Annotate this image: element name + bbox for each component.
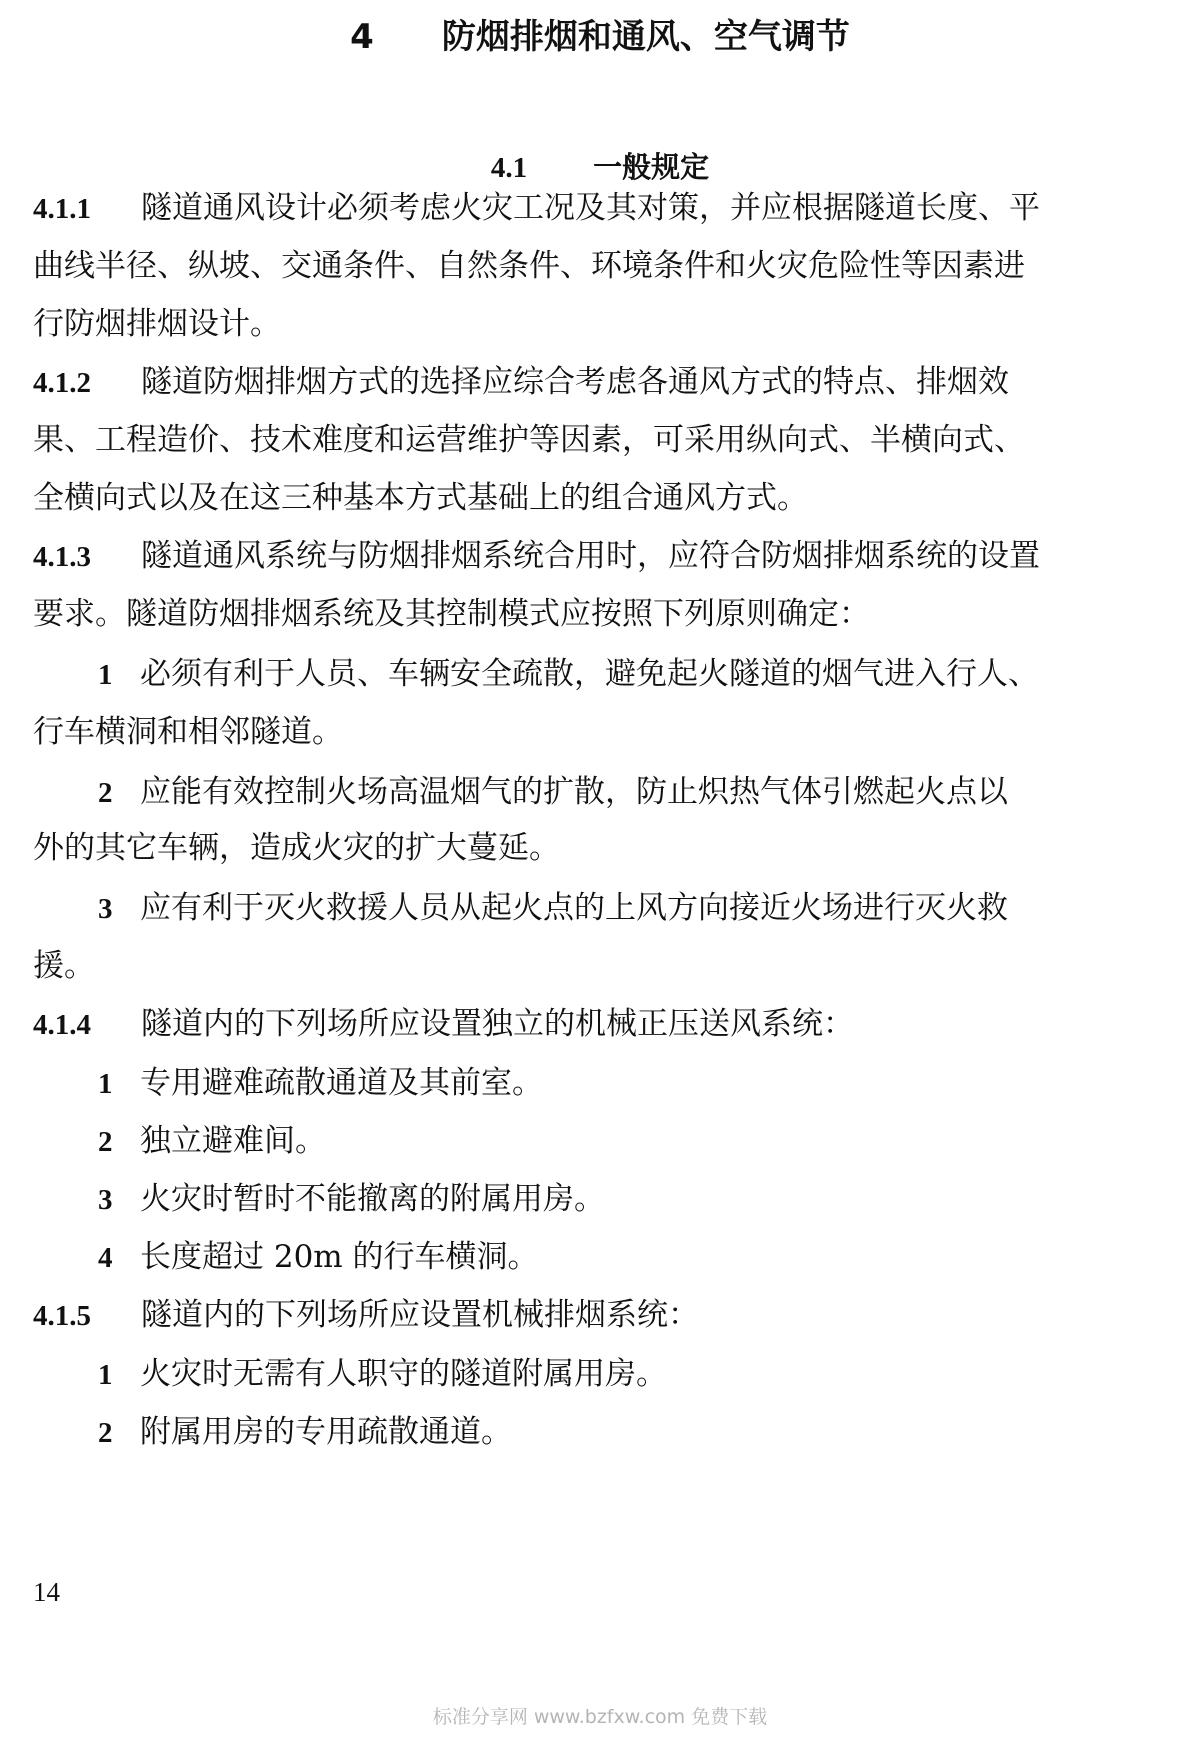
clause-text-line: 果、工程造价、技术难度和运营维护等因素，可采用纵向式、半横向式、 bbox=[33, 422, 1025, 458]
clause-text-line: 全横向式以及在这三种基本方式基础上的组合通风方式。 bbox=[33, 480, 808, 516]
section-number: 4.1 bbox=[490, 152, 528, 184]
list-item bbox=[98, 767, 1008, 818]
clause-number: 4.1.1 bbox=[33, 193, 91, 225]
chapter-title: 防烟排烟和通风、空气调节 bbox=[441, 17, 850, 57]
item-text: 火灾时无需有人职守的隧道附属用房。 bbox=[140, 1356, 667, 1392]
clause-text: 隧道内的下列场所应设置机械排烟系统： bbox=[141, 1297, 699, 1333]
clause-number: 4.1.4 bbox=[33, 1009, 91, 1041]
item-number: 4 bbox=[98, 1242, 113, 1274]
item-text: 独立避难间。 bbox=[140, 1123, 326, 1159]
watermark-text: 标准分享网 www.bzfxw.com 免费下载 bbox=[432, 1706, 768, 1728]
clause-4-1-5 bbox=[33, 1290, 699, 1341]
item-text: 长度超过 20m 的行车横洞。 bbox=[140, 1239, 539, 1275]
item-text: 应能有效控制火场高温烟气的扩散，防止炽热气体引燃起火点以 bbox=[140, 774, 1008, 810]
clause-4-1-3 bbox=[33, 531, 1040, 582]
clause-text: 隧道通风系统与防烟排烟系统合用时，应符合防烟排烟系统的设置 bbox=[141, 538, 1040, 574]
clause-text-line: 要求。隧道防烟排烟系统及其控制模式应按照下列原则确定： bbox=[33, 596, 870, 632]
item-number: 3 bbox=[98, 893, 113, 925]
clause-text: 隧道防烟排烟方式的选择应综合考虑各通风方式的特点、排烟效 bbox=[141, 364, 1009, 400]
list-item bbox=[98, 1058, 543, 1109]
item-text: 火灾时暂时不能撤离的附属用房。 bbox=[140, 1181, 605, 1217]
item-text: 附属用房的专用疏散通道。 bbox=[140, 1414, 512, 1450]
item-number: 1 bbox=[98, 1068, 113, 1100]
list-item bbox=[98, 1232, 539, 1283]
clause-number: 4.1.2 bbox=[33, 367, 91, 399]
clause-4-1-4 bbox=[33, 999, 854, 1050]
list-item bbox=[98, 1349, 667, 1400]
item-number: 2 bbox=[98, 1126, 113, 1158]
list-item bbox=[98, 1407, 512, 1458]
item-text: 应有利于灭火救援人员从起火点的上风方向接近火场进行灭火救 bbox=[140, 890, 1008, 926]
clause-4-1-1 bbox=[33, 183, 1040, 234]
item-number: 1 bbox=[98, 659, 113, 691]
clause-4-1-2 bbox=[33, 357, 1009, 408]
list-item bbox=[98, 883, 1008, 934]
item-number: 2 bbox=[98, 777, 113, 809]
clause-number: 4.1.3 bbox=[33, 541, 91, 573]
page-number: 14 bbox=[33, 1577, 60, 1607]
section-title: 一般规定 bbox=[593, 150, 710, 184]
item-number: 2 bbox=[98, 1417, 113, 1449]
clause-text-line: 曲线半径、纵坡、交通条件、自然条件、环境条件和火灾危险性等因素进 bbox=[33, 248, 1025, 284]
clause-text: 隧道通风设计必须考虑火灾工况及其对策，并应根据隧道长度、平 bbox=[141, 190, 1040, 226]
chapter-heading bbox=[0, 12, 1200, 62]
item-text: 专用避难疏散通道及其前室。 bbox=[140, 1065, 543, 1101]
list-item bbox=[98, 1116, 326, 1167]
list-item bbox=[98, 1174, 605, 1225]
item-text-line: 行车横洞和相邻隧道。 bbox=[33, 714, 343, 750]
item-text-line: 外的其它车辆，造成火灾的扩大蔓延。 bbox=[33, 830, 560, 866]
item-text: 必须有利于人员、车辆安全疏散，避免起火隧道的烟气进入行人、 bbox=[140, 656, 1039, 692]
clause-text-line: 行防烟排烟设计。 bbox=[33, 306, 281, 342]
clause-number: 4.1.5 bbox=[33, 1300, 91, 1332]
item-number: 3 bbox=[98, 1184, 113, 1216]
item-text-line: 援。 bbox=[33, 948, 95, 984]
chapter-number: 4 bbox=[350, 17, 374, 57]
item-number: 1 bbox=[98, 1359, 113, 1391]
clause-text: 隧道内的下列场所应设置独立的机械正压送风系统： bbox=[141, 1006, 854, 1042]
list-item bbox=[98, 649, 1039, 700]
